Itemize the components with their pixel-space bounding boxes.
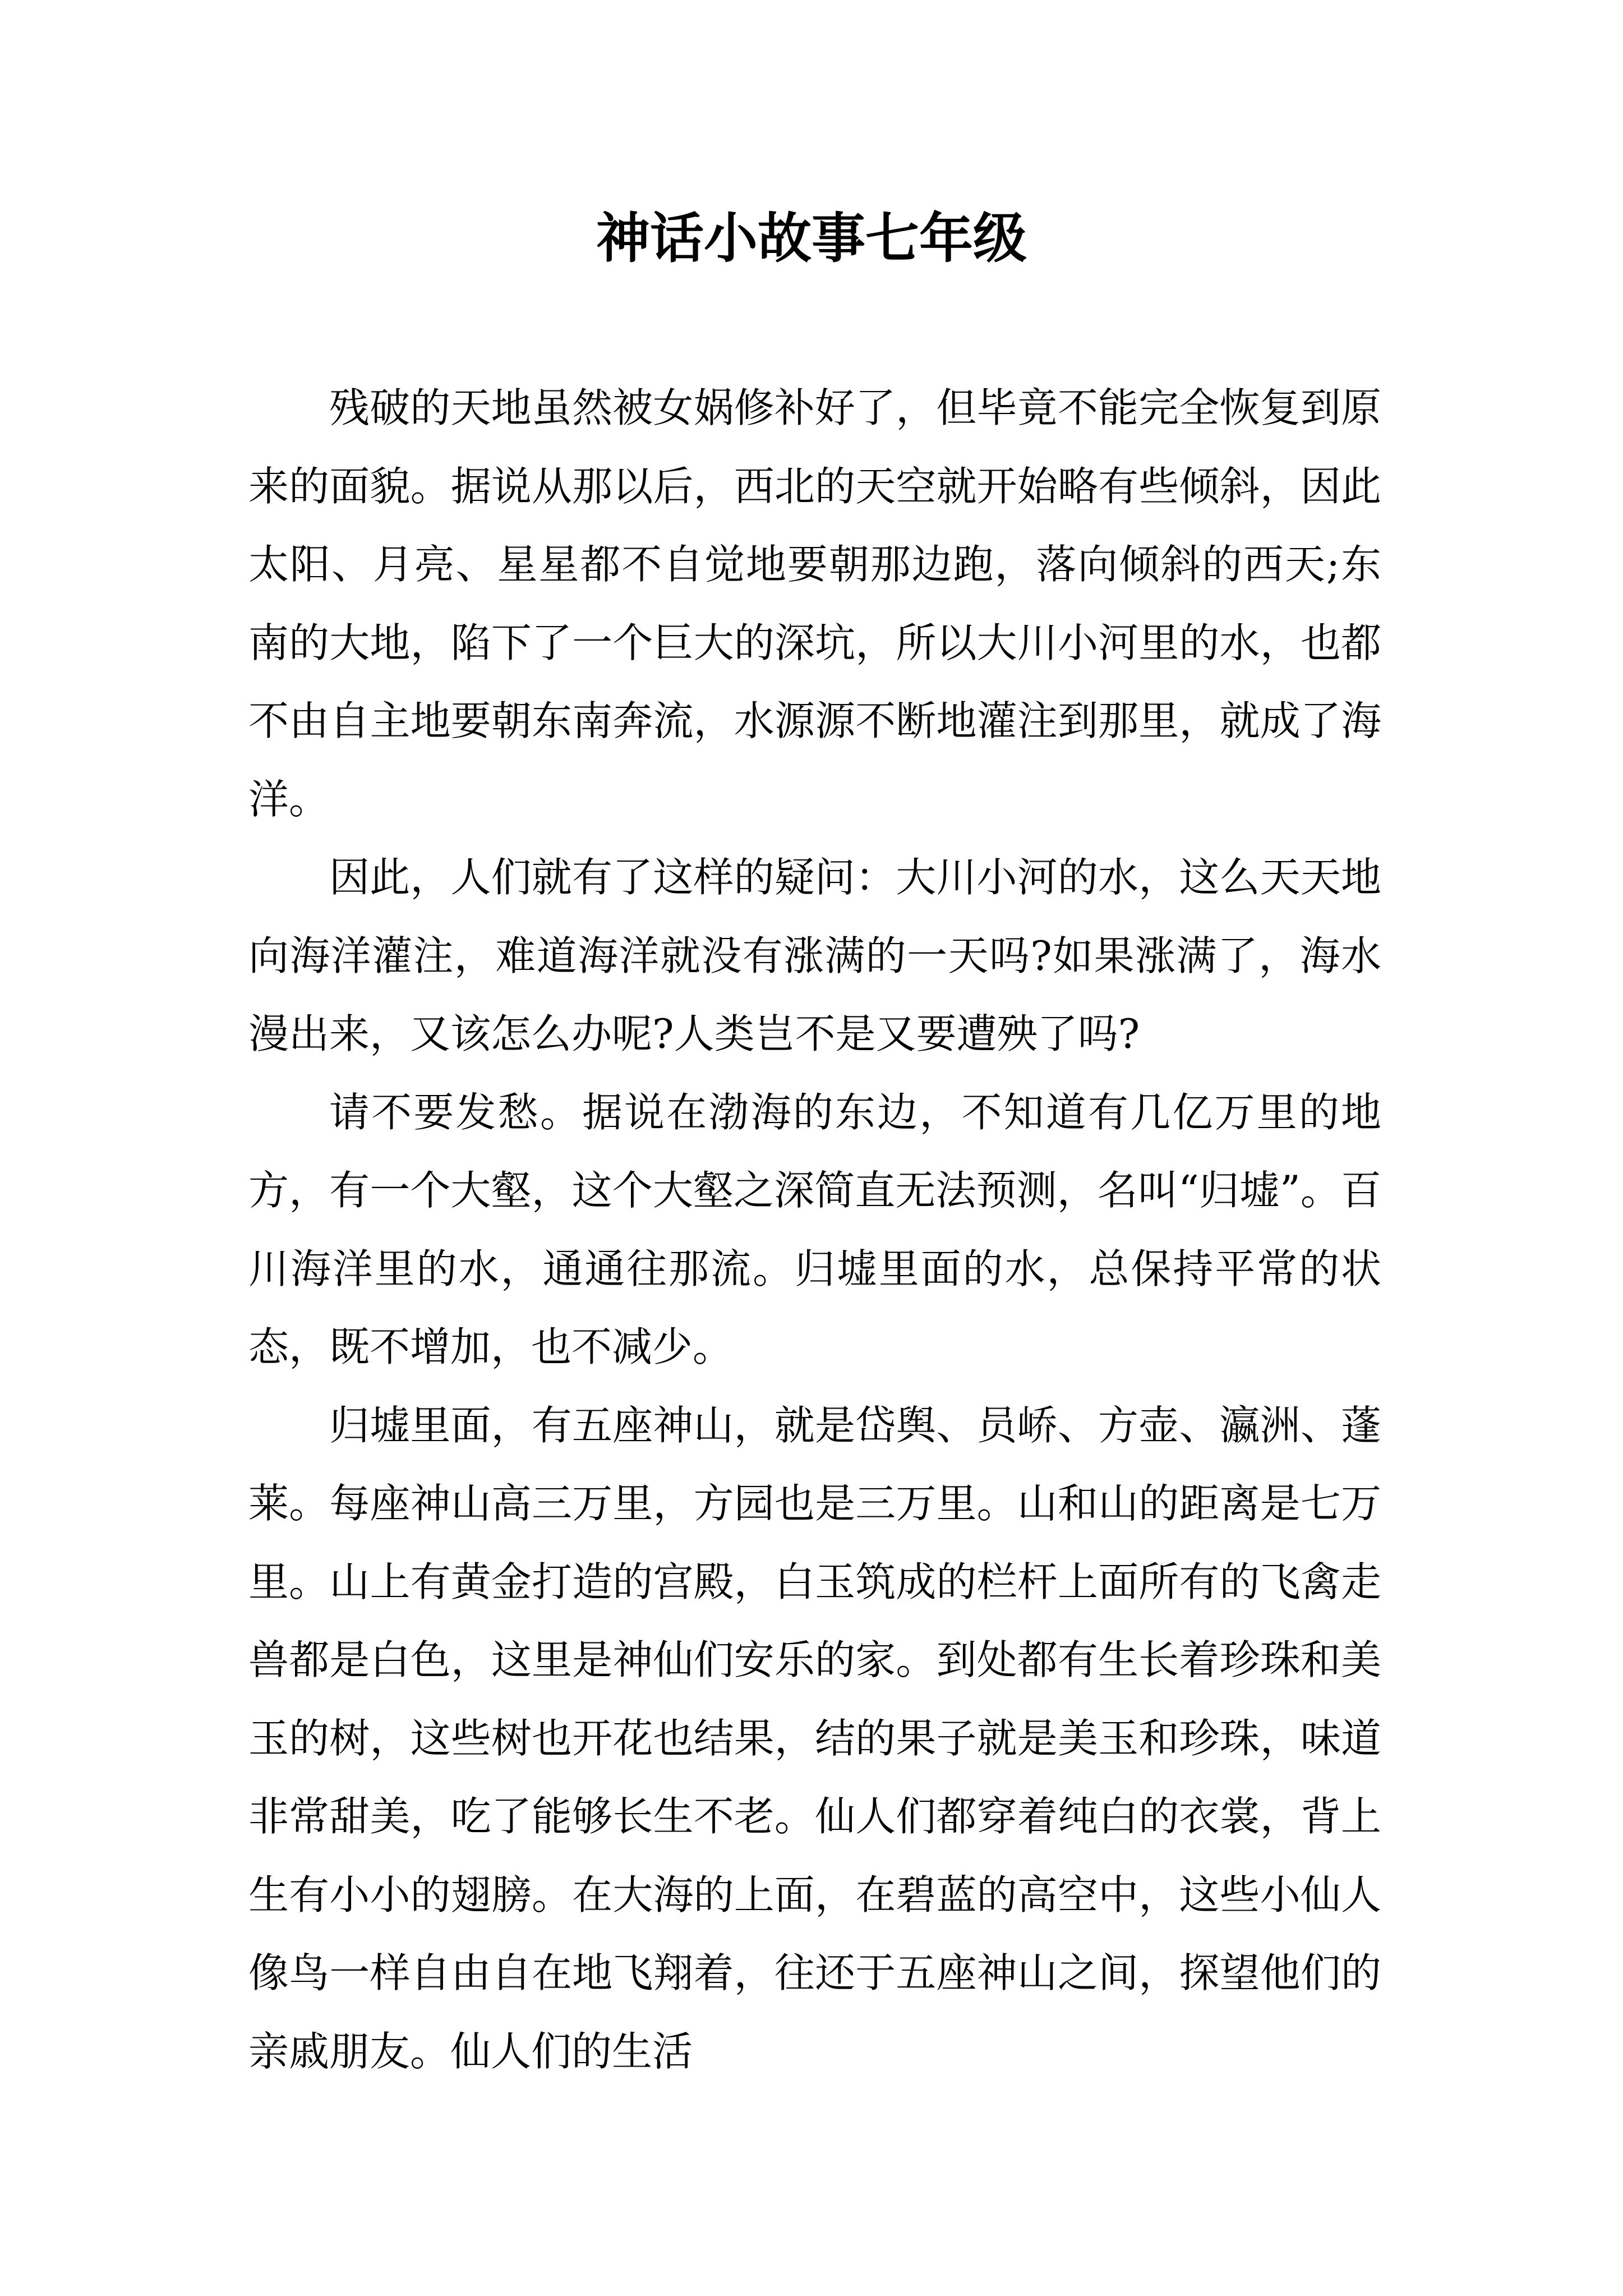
paragraph: 请不要发愁。据说在渤海的东边，不知道有几亿万里的地方，有一个大壑，这个大壑之深简直无法预测，名叫“归墟”。百川海洋里的水，通通往那流。归墟里面的水，总保持平常的状态，既不增加，也不减少。 — [248, 1088, 1381, 1370]
document-body — [248, 369, 1381, 2091]
paragraph: 因此，人们就有了这样的疑问：大川小河的水，这么天天地向海洋灌注，难道海洋就没有涨满的一天吗?如果涨满了，海水漫出来，又该怎么办呢?人类岂不是又要遭殃了吗? — [248, 854, 1381, 1057]
paragraph: 残破的天地虽然被女娲修补好了，但毕竟不能完全恢复到原来的面貌。据说从那以后，西北的天空就开始略有些倾斜，因此太阳、月亮、星星都不自觉地要朝那边跑，落向倾斜的西天;东南的大地，陷下了一个巨大的深坑，所以大川小河里的水，也都不由自主地要朝东南奔流，水源源不断地灌注到那里，就成了海洋。 — [248, 384, 1381, 823]
paragraph: 归墟里面，有五座神山，就是岱舆、员峤、方壶、瀛洲、蓬莱。每座神山高三万里，方园也是三万里。山和山的距离是七万里。山上有黄金打造的宫殿，白玉筑成的栏杆上面所有的飞禽走兽都是白色，这里是神仙们安乐的家。到处都有生长着珍珠和美玉的树，这些树也开花也结果，结的果子就是美玉和珍珠，味道非常甜美，吃了能够长生不老。仙人们都穿着纯白的衣裳，背上生有小小的翅膀。在大海的上面，在碧蓝的高空中，这些小仙人像鸟一样自由自在地飞翔着，往还于五座神山之间，探望他们的亲戚朋友。仙人们的生活 — [248, 1401, 1381, 2075]
document-title: 神话小故事七年级 — [596, 207, 1027, 270]
